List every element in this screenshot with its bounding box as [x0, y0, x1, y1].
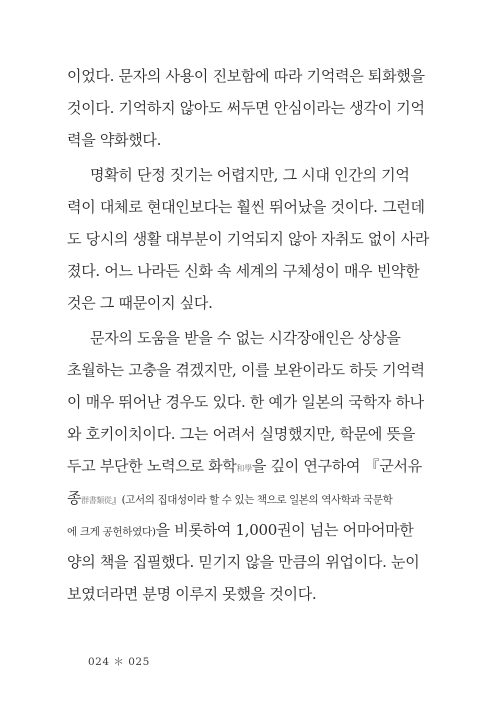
- body-line: 와 호키이치이다. 그는 어려서 실명했지만, 학문에 뜻을: [67, 425, 415, 443]
- body-line: 보였더라면 분명 이루지 못했을 것이다.: [67, 585, 317, 603]
- body-line: 력이 대체로 현대인보다는 훨씬 뛰어났을 것이다. 그런데: [67, 198, 425, 216]
- body-line: 것은 그 때문이지 싶다.: [67, 294, 213, 312]
- body-line: 초월하는 고충을 겪겠지만, 이를 보완이라도 하듯 기억력: [67, 361, 425, 379]
- body-line: 문자의 도움을 받을 수 없는 시각장애인은 상상을: [90, 329, 401, 347]
- footnote-text: 에 크게 공헌하였다): [67, 526, 156, 538]
- body-text: 을 비롯하여 1,000권이 넘는 어마어마한: [155, 521, 414, 539]
- body-line: 양의 책을 집필했다. 믿기지 않을 만큼의 위업이다. 눈이: [67, 553, 420, 571]
- body-line: [67, 488, 433, 511]
- body-line: 졌다. 어느 나라든 신화 속 세계의 구체성이 매우 빈약한: [67, 262, 420, 280]
- body-line: 이었다. 문자의 사용이 진보함에 따라 기억력은 퇴화했을: [67, 67, 425, 85]
- body-line: 력을 약화했다.: [67, 131, 162, 149]
- body-line: 도 당시의 생활 대부분이 기억되지 않아 자취도 없이 사라: [67, 230, 430, 248]
- body-line: [67, 520, 433, 542]
- body-line: 명확히 단정 짓기는 어렵지만, 그 시대 인간의 기억: [90, 166, 410, 184]
- body-line: [67, 456, 433, 479]
- body-text: 두고 부단한 노력으로 화학: [67, 457, 237, 475]
- body-line: 이 매우 뛰어난 경우도 있다. 한 예가 일본의 국학자 하나: [67, 393, 424, 411]
- hanja-annotation: 群書類從: [81, 496, 112, 505]
- body-text: 종: [67, 489, 82, 507]
- body-text: 을 깊이 연구하여 『군서유: [251, 457, 422, 475]
- hanja-annotation: 和學: [236, 464, 252, 473]
- footnote-text: 』(고서의 집대성이라 할 수 있는 책으로 일본의 역사학과 국문학: [111, 494, 393, 506]
- page-number: 024 ＊ 025: [88, 656, 150, 668]
- body-line: 것이다. 기억하지 않아도 써두면 안심이라는 생각이 기억: [67, 99, 425, 117]
